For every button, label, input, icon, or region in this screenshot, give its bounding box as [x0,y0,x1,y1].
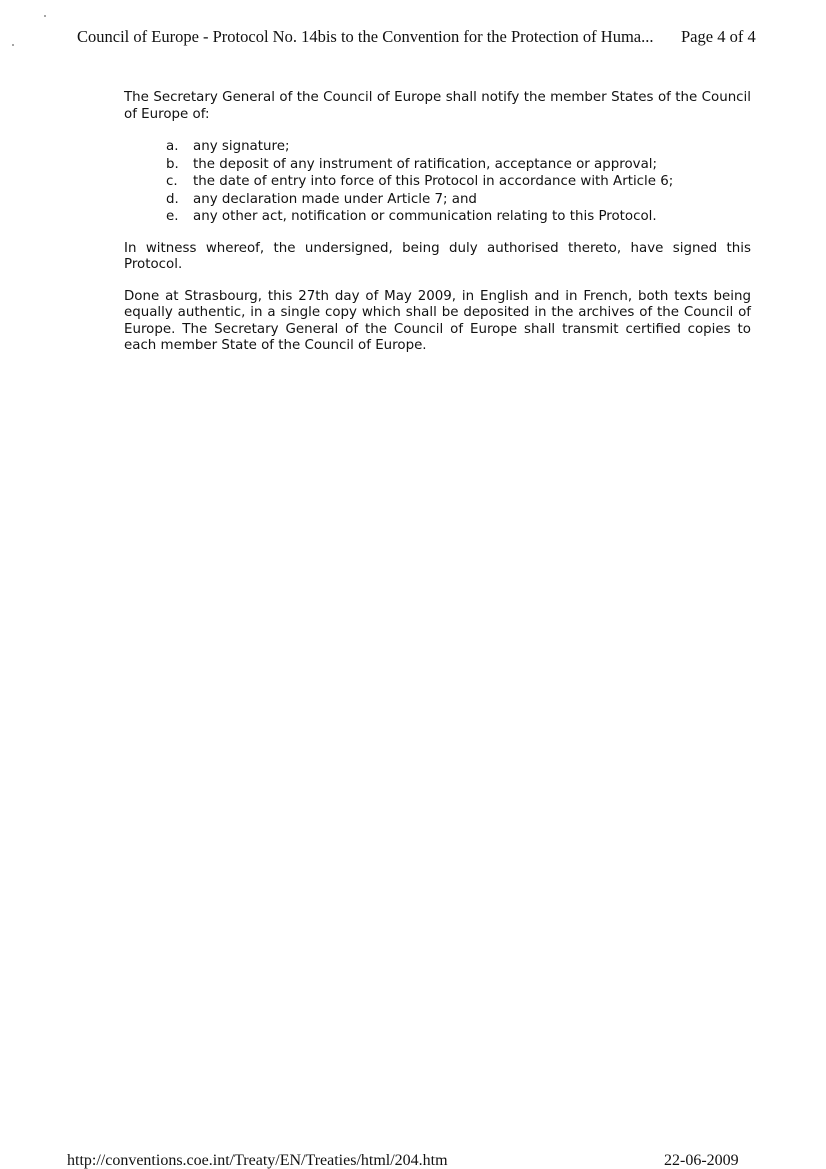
list-marker: d. [166,191,179,207]
list-marker: b. [166,156,179,172]
source-url: http://conventions.coe.int/Treaty/EN/Treaties/html/204.htm [67,1152,448,1169]
list-item [166,156,751,174]
list-item-text: any declaration made under Article 7; and [193,191,477,207]
list-marker: a. [166,139,179,154]
list-item [166,173,751,191]
list-item-text: any signature; [193,139,290,154]
list-item [166,208,751,226]
print-date: 22-06-2009 [664,1152,739,1169]
done-paragraph: Done at Strasbourg, this 27th day of May 2009, in English and in French, both texts being equally authentic, in a single copy which shall be deposited in the archives of the Council of Europe. The Secretary General of the Council of Europe shall transmit certified copies to each member State of the Council of Europe. [124,288,751,353]
page-footer [67,1150,757,1169]
page-header [77,26,767,48]
scan-speck [44,15,46,17]
document-title: Council of Europe - Protocol No. 14bis to the Convention for the Protection of Huma... [77,27,654,46]
document-body [124,90,751,370]
witness-paragraph: In witness whereof, the undersigned, being duly authorised thereto, have signed this Protocol. [124,240,751,272]
list-item-text: the deposit of any instrument of ratification, acceptance or approval; [193,156,658,172]
intro-paragraph: The Secretary General of the Council of Europe shall notify the member States of the Council of Europe of: [124,90,751,122]
list-marker: c. [166,174,178,189]
notification-list [166,138,751,226]
list-marker: e. [166,209,179,224]
list-item [166,138,751,156]
scan-speck [12,44,14,46]
list-item-text: the date of entry into force of this Protocol in accordance with Article 6; [193,174,674,189]
list-item-text: any other act, notification or communication relating to this Protocol. [193,209,657,224]
list-item [166,191,751,209]
page-number: Page 4 of 4 [681,27,756,46]
